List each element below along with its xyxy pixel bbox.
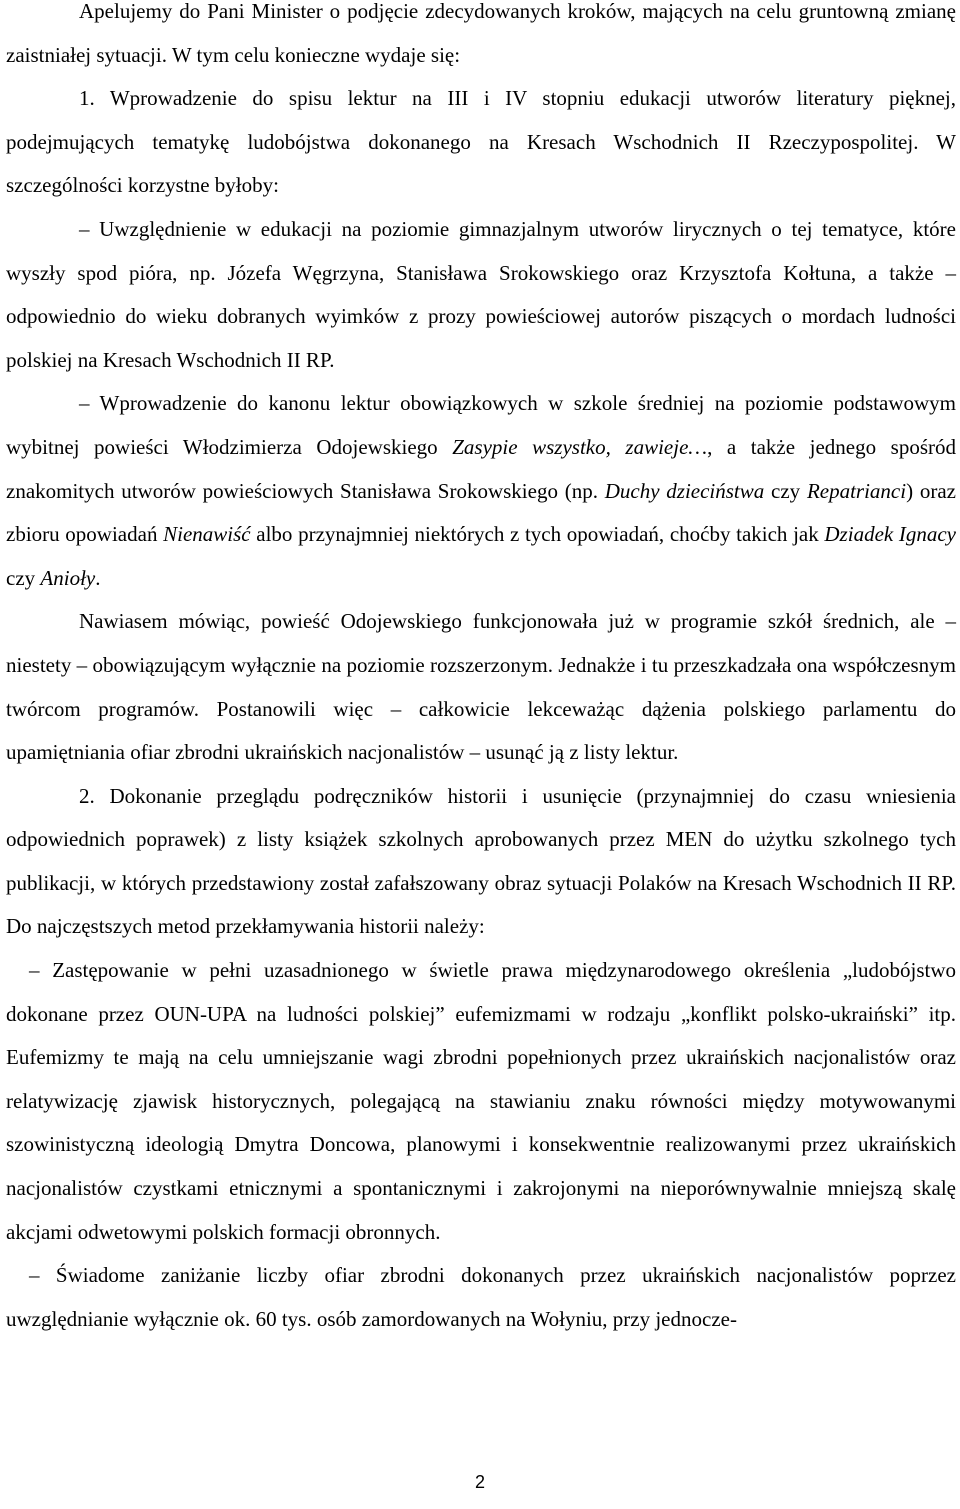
- text-run: Apelujemy do Pani Minister o podjęcie zdecydowanych kroków, mających na celu gruntowną zmianę zaistniałej sytuacji. W tym celu konieczne wydaje się:: [6, 0, 956, 67]
- text-run: – Zastępowanie w pełni uzasadnionego w świetle prawa międzynarodowego określenia „ludobójstwo dokonane przez OUN-UPA na ludności polskiej” eufemizmami w rodzaju „konflikt polsko-ukraiński” itp. Eufemizmy te mają na celu umniejszanie wagi zbrodni popełnionych przez ukraińskich nacjonalistów oraz relatywizację zjawisk historycznych, polegającą na stawianiu znaku równości między motywowanymi szowinistyczną ideologią Dmytra Doncowa, planowymi i konsekwentnie realizowanymi przez ukraińskich nacjonalistów czystkami etnicznymi a spontanicznymi i zakrojonymi na nieporównywalnie mniejszą skalę akcjami odwetowymi polskich formacji obronnych.: [6, 958, 956, 1244]
- paragraph: [6, 600, 956, 774]
- italic-title: Anioły: [40, 565, 96, 590]
- paragraph: [6, 0, 956, 77]
- paragraph: [6, 382, 956, 600]
- document-body: [6, 0, 956, 1341]
- italic-title: Repatrianci: [806, 478, 907, 503]
- paragraph: [6, 208, 956, 382]
- text-run: Nawiasem mówiąc, powieść Odojewskiego funkcjonowała już w programie szkół średnich, ale – niestety – obowiązującym wyłącznie na poziomie rozszerzonym. Jednakże i tu przeszkadzała ona współczesnym twórcom programów. Postanowili więc – całkowicie lekceważąc dążenia polskiego parlamentu do upamiętniania ofiar zbrodni ukraińskich nacjonalistów – usunąć ją z listy lektur.: [6, 609, 956, 765]
- text-run: 1. Wprowadzenie do spisu lektur na III i IV stopniu edukacji utworów literatury pięknej, podejmujących tematykę ludobójstwa dokonanego na Kresach Wschodnich II Rzeczypospolitej. W szczególności korzystne byłoby:: [6, 86, 956, 198]
- paragraph: [6, 77, 956, 208]
- text-run: – Uwzględnienie w edukacji na poziomie gimnazjalnym utworów lirycznych o tej tematyce, które wyszły spod pióra, np. Józefa Węgrzyna, Stanisława Srokowskiego oraz Krzysztofa Kołtuna, a także – odpowiednio do wieku dobranych wyimków z prozy powieściowej autorów piszących o mordach ludności polskiej na Kresach Wschodnich II RP.: [6, 216, 956, 372]
- text-run: 2. Dokonanie przeglądu podręczników historii i usunięcie (przynajmniej do czasu wniesienia odpowiednich poprawek) z listy książek szkolnych aprobowanych przez MEN do użytku szkolnego tych publikacji, w których przedstawiony został zafałszowany obraz sytuacji Polaków na Kresach Wschodnich II RP. Do najczęstszych metod przekłamywania historii należy:: [6, 783, 956, 939]
- text-run: ) oraz zbioru opowiadań: [6, 478, 956, 547]
- text-run: albo przynajmniej niektórych z tych opowiadań, choćby takich jak: [250, 522, 825, 547]
- paragraph: [6, 775, 956, 949]
- text-run: .: [95, 565, 101, 590]
- text-run: czy: [764, 478, 807, 503]
- italic-title: Nienawiść: [163, 522, 251, 547]
- italic-title: Dziadek Ignacy: [824, 522, 956, 547]
- italic-title: Zasypie wszystko, zawieje…: [452, 434, 708, 459]
- paragraph: [6, 949, 956, 1254]
- paragraph: [6, 1254, 956, 1341]
- page-number: 2: [474, 1472, 485, 1492]
- italic-title: Duchy dzieciństwa: [604, 478, 765, 503]
- text-run: – Wprowadzenie do kanonu lektur obowiązkowych w szkole średniej na poziomie podstawowym wybitnej powieści Włodzimierza Odojewskiego: [6, 391, 956, 459]
- text-run: , a także jednego spośród znakomitych utworów powieściowych Stanisława Srokowskiego (np.: [6, 434, 956, 503]
- text-run: czy: [6, 565, 41, 590]
- text-run: – Świadome zaniżanie liczby ofiar zbrodni dokonanych przez ukraińskich nacjonalistów poprzez uwzględnianie wyłącznie ok. 60 tys. osób zamordowanych na Wołyniu, przy jednocze-: [6, 1263, 956, 1331]
